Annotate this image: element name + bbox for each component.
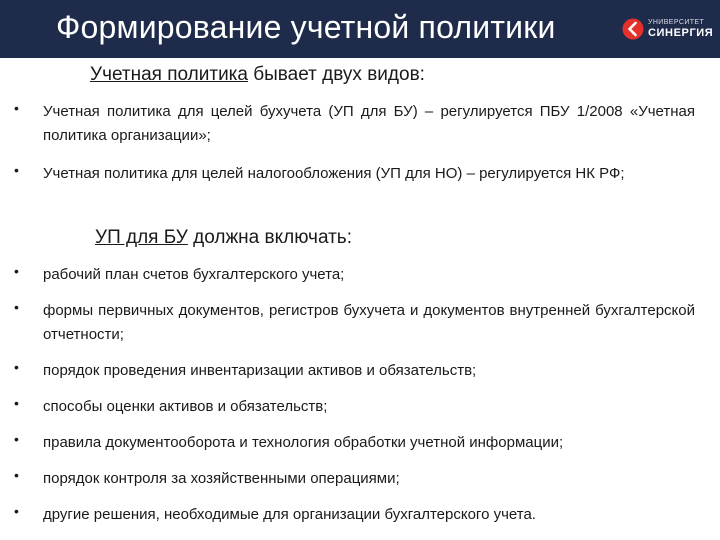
logo-name: СИНЕРГИЯ bbox=[648, 27, 714, 39]
bullet-icon: • bbox=[14, 395, 19, 411]
synergy-logo-icon bbox=[622, 17, 644, 41]
bullet-icon: • bbox=[14, 299, 19, 315]
section2-subtitle-underlined: УП для БУ bbox=[95, 227, 188, 248]
header-bar bbox=[0, 0, 720, 58]
section2-subtitle-rest: должна включать: bbox=[187, 227, 352, 248]
section1-subtitle bbox=[90, 64, 425, 86]
bullet-icon: • bbox=[14, 503, 19, 519]
list-item: правила документооборота и технология обработки учетной информации; bbox=[43, 434, 564, 451]
university-logo bbox=[622, 17, 714, 43]
bullet-icon: • bbox=[14, 431, 19, 447]
list-item: порядок контроля за хозяйственными операциями; bbox=[43, 470, 400, 487]
list-item: другие решения, необходимые для организации бухгалтерского учета. bbox=[43, 506, 536, 523]
bullet-icon: • bbox=[14, 467, 19, 483]
section1-subtitle-rest: бывает двух видов: bbox=[247, 64, 425, 85]
section1-subtitle-underlined: Учетная политика bbox=[90, 64, 248, 85]
list-item: порядок проведения инвентаризации активов и обязательств; bbox=[43, 362, 477, 379]
bullet-icon: • bbox=[14, 100, 19, 116]
list-item: формы первичных документов, регистров бухучета и документов внутренней бухгалтерской отчетности; bbox=[43, 302, 695, 343]
list-item: Учетная политика для целей налогообложения (УП для НО) – регулируется НК РФ; bbox=[43, 165, 625, 182]
list-item: рабочий план счетов бухгалтерского учета; bbox=[43, 266, 345, 283]
bullet-icon: • bbox=[14, 162, 19, 178]
list-item: Учетная политика для целей бухучета (УП для БУ) – регулируется ПБУ 1/2008 «Учетная политика организации»; bbox=[43, 103, 695, 144]
list-item: способы оценки активов и обязательств; bbox=[43, 398, 328, 415]
page-title: Формирование учетной политики bbox=[56, 9, 556, 45]
bullet-icon: • bbox=[14, 263, 19, 279]
logo-caption: УНИВЕРСИТЕТ bbox=[648, 19, 705, 26]
bullet-icon: • bbox=[14, 359, 19, 375]
section2-subtitle bbox=[95, 227, 352, 249]
